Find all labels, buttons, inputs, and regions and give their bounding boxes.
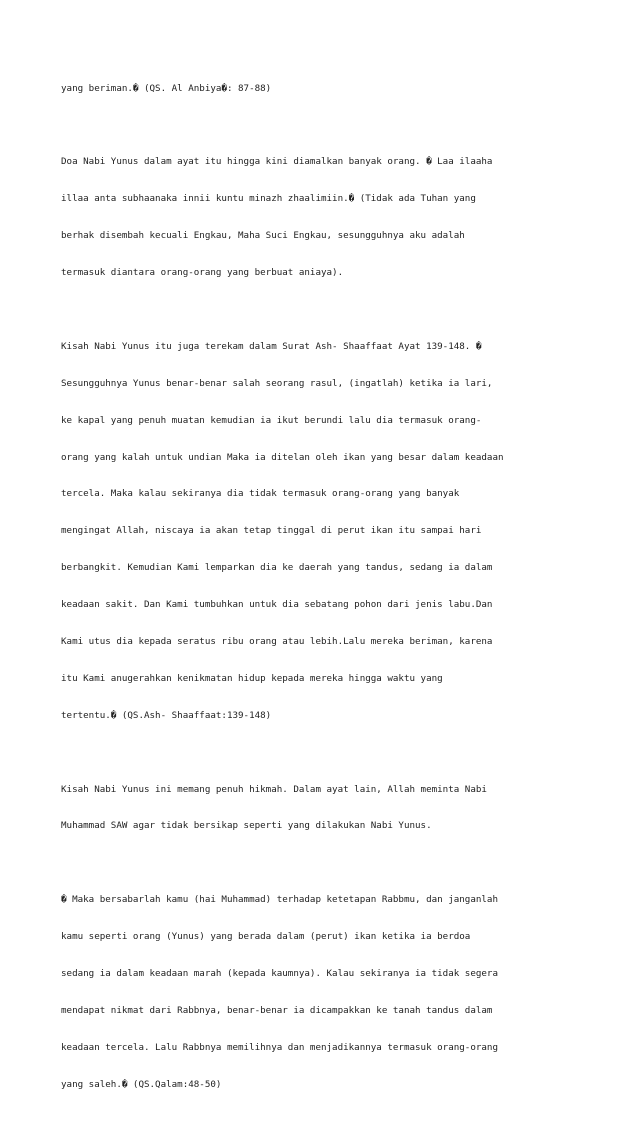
text-line: mendapat nikmat dari Rabbnya, benar-benar ia dicampakkan ke tanah tandus dalam xyxy=(61,1004,493,1016)
text-line: itu Kami anugerahkan kenikmatan hidup kepada mereka hingga waktu yang xyxy=(61,672,443,684)
text-line: berbangkit. Kemudian Kami lemparkan dia ke daerah yang tandus, sedang ia dalam xyxy=(61,562,493,574)
paragraph-5 xyxy=(61,870,591,1116)
text-line: keadaan sakit. Dan Kami tumbuhkan untuk dia sebatang pohon dari jenis labu.Dan xyxy=(61,599,493,611)
text-line: Kami utus dia kepada seratus ribu orang atau lebih.Lalu mereka beriman, karena xyxy=(61,635,493,647)
text-line: yang saleh.� (QS.Qalam:48-50) xyxy=(61,1078,222,1090)
text-line: � Maka bersabarlah kamu (hai Muhammad) terhadap ketetapan Rabbmu, dan janganlah xyxy=(61,894,498,906)
paragraph-3 xyxy=(61,316,591,746)
text-line: Sesungguhnya Yunus benar-benar salah seorang rasul, (ingatlah) ketika ia lari, xyxy=(61,377,493,389)
text-line: Kisah Nabi Yunus ini memang penuh hikmah. Dalam ayat lain, Allah meminta Nabi xyxy=(61,783,487,795)
text-line: ke kapal yang penuh muatan kemudian ia ikut berundi lalu dia termasuk orang- xyxy=(61,414,482,426)
text-line: tercela. Maka kalau sekiranya dia tidak termasuk orang-orang yang banyak xyxy=(61,488,460,500)
text-line: mengingat Allah, niscaya ia akan tetap tinggal di perut ikan itu sampai hari xyxy=(61,525,482,537)
text-line: kamu seperti orang (Yunus) yang berada dalam (perut) ikan ketika ia berdoa xyxy=(61,931,471,943)
paragraph-2 xyxy=(61,132,591,304)
text-line: yang beriman.� (QS. Al Anbiya�: 87-88) xyxy=(61,82,272,94)
document-page xyxy=(61,58,591,1128)
text-line: illaa anta subhaanaka innii kuntu minazh zhaalimiin.� (Tidak ada Tuhan yang xyxy=(61,193,476,205)
text-line: keadaan tercela. Lalu Rabbnya memilihnya dan menjadikannya termasuk orang-orang xyxy=(61,1041,498,1053)
text-line: tertentu.� (QS.Ash- Shaaffaat:139-148) xyxy=(61,709,272,721)
text-line: Doa Nabi Yunus dalam ayat itu hingga kini diamalkan banyak orang. � Laa ilaaha xyxy=(61,156,493,168)
text-line: Kisah Nabi Yunus itu juga terekam dalam Surat Ash- Shaaffaat Ayat 139-148. � xyxy=(61,340,482,352)
text-line: Muhammad SAW agar tidak bersikap seperti yang dilakukan Nabi Yunus. xyxy=(61,820,432,832)
text-line: berhak disembah kecuali Engkau, Maha Suci Engkau, sesungguhnya aku adalah xyxy=(61,230,465,242)
paragraph-4 xyxy=(61,759,591,857)
text-line: orang yang kalah untuk undian Maka ia ditelan oleh ikan yang besar dalam keadaan xyxy=(61,451,504,463)
text-line: termasuk diantara orang-orang yang berbuat aniaya). xyxy=(61,267,344,279)
paragraph-1 xyxy=(61,58,591,119)
text-line: sedang ia dalam keadaan marah (kepada kaumnya). Kalau sekiranya ia tidak segera xyxy=(61,967,498,979)
